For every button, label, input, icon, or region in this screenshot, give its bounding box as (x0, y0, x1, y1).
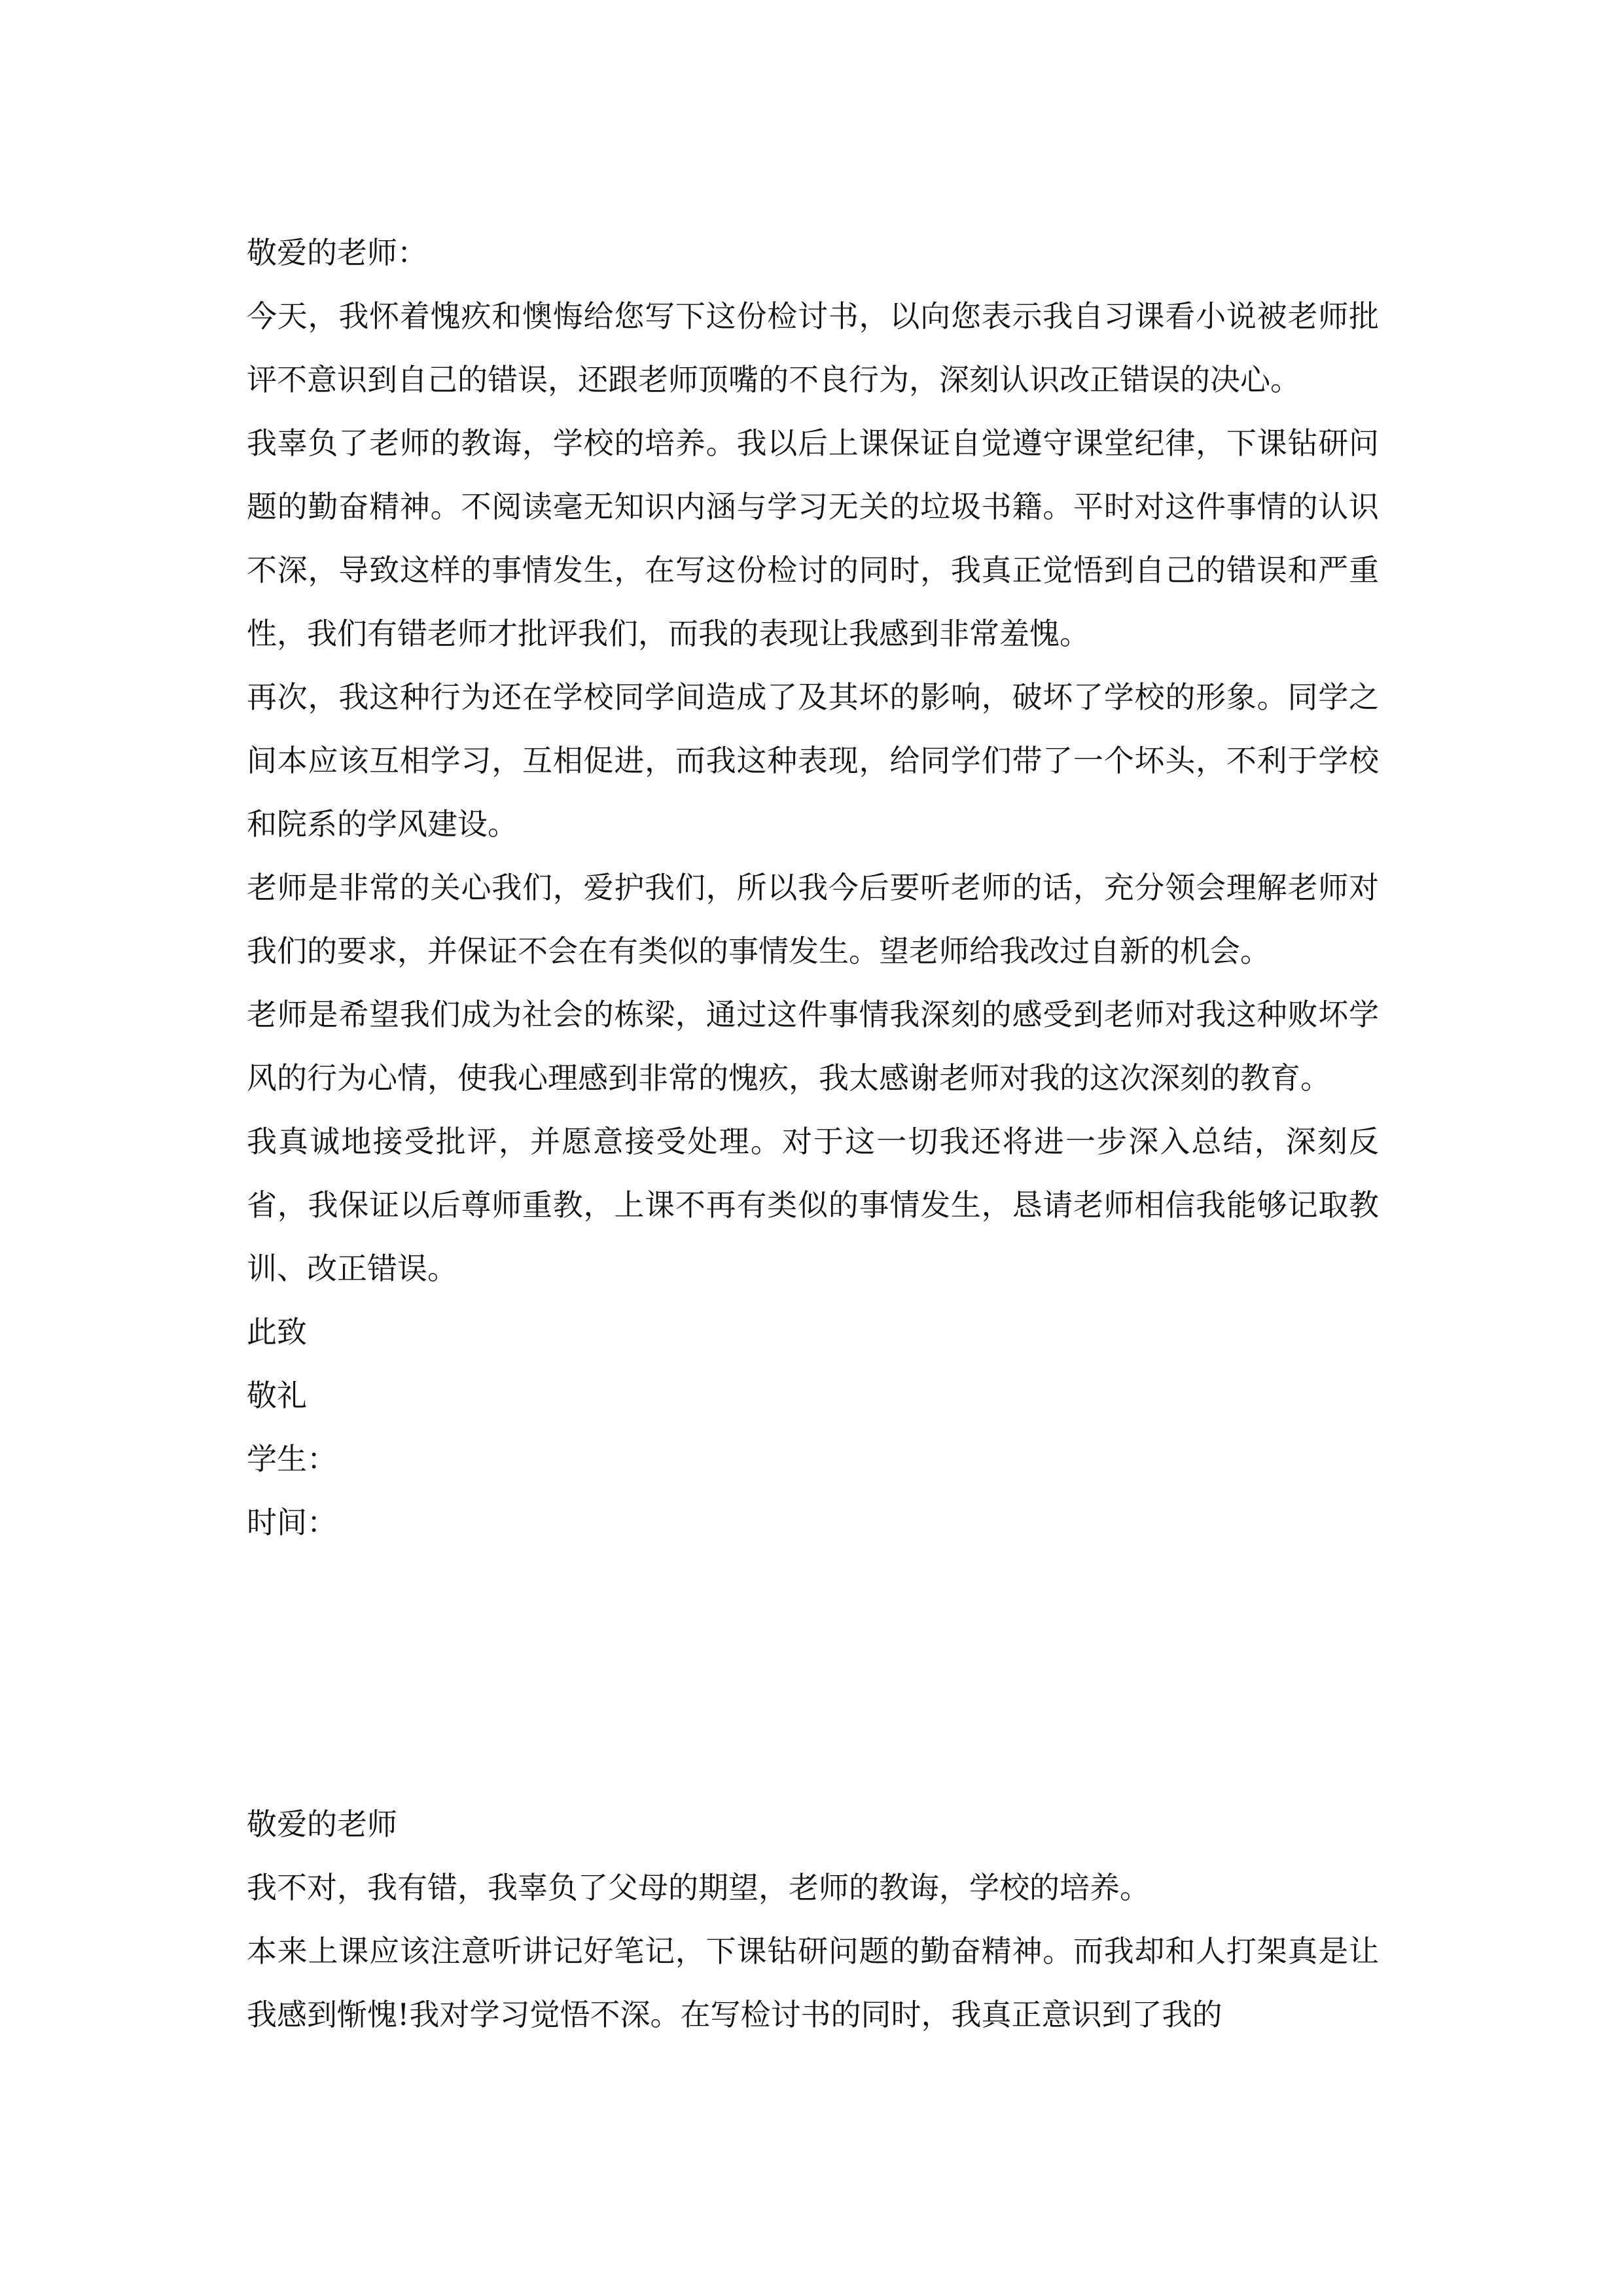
letter-two-paragraph-2: 本来上课应该注意听讲记好笔记，下课钻研问题的勤奋精神。而我却和人打架真是让我感到惭愧!我对学习觉悟不深。在写检讨书的同时，我真正意识到了我的 (247, 1933, 1379, 2032)
letter-one (247, 221, 1379, 1554)
letter-one-paragraph-3: 再次，我这种行为还在学校同学间造成了及其坏的影响，破坏了学校的形象。同学之间本应该互相学习，互相促进，而我这种表现，给同学们带了一个坏头，不利于学校和院系的学风建设。 (247, 679, 1379, 842)
letter-two-salutation: 敬爱的老师 (247, 1806, 397, 1842)
letter-one-paragraph-6: 我真诚地接受批评，并愿意接受处理。对于这一切我还将进一步深入总结，深刻反省，我保证以后尊师重教，上课不再有类似的事情发生，恳请老师相信我能够记取教训、改正错误。 (247, 1124, 1379, 1286)
letter-one-paragraph-2: 我辜负了老师的教诲，学校的培养。我以后上课保证自觉遵守课堂纪律，下课钻研问题的勤奋精神。不阅读毫无知识内涵与学习无关的垃圾书籍。平时对这件事情的认识不深，导致这样的事情发生，在写这份检讨的同时，我真正觉悟到自己的错误和严重性，我们有错老师才批评我们，而我的表现让我感到非常羞愧。 (247, 425, 1379, 651)
letter-two (247, 1793, 1379, 2047)
letter-two-paragraph-1: 我不对，我有错，我辜负了父母的期望，老师的教诲，学校的培养。 (247, 1870, 1150, 1905)
letter-one-time-label: 时间： (247, 1505, 337, 1540)
letter-one-paragraph-5: 老师是希望我们成为社会的栋梁，通过这件事情我深刻的感受到老师对我这种败坏学风的行为心情，使我心理感到非常的愧疚，我太感谢老师对我的这次深刻的教育。 (247, 997, 1379, 1096)
letter-one-paragraph-1: 今天，我怀着愧疚和懊悔给您写下这份检讨书，以向您表示我自习课看小说被老师批评不意识到自己的错误，还跟老师顶嘴的不良行为，深刻认识改正错误的决心。 (247, 298, 1379, 397)
letter-one-paragraph-4: 老师是非常的关心我们，爱护我们，所以我今后要听老师的话，充分领会理解老师对我们的要求，并保证不会在有类似的事情发生。望老师给我改过自新的机会。 (247, 870, 1379, 969)
letter-one-closing-2: 敬礼 (247, 1378, 307, 1413)
letter-one-salutation: 敬爱的老师： (247, 235, 427, 270)
letter-one-student-label: 学生： (247, 1441, 337, 1477)
letter-one-closing-1: 此致 (247, 1314, 307, 1350)
